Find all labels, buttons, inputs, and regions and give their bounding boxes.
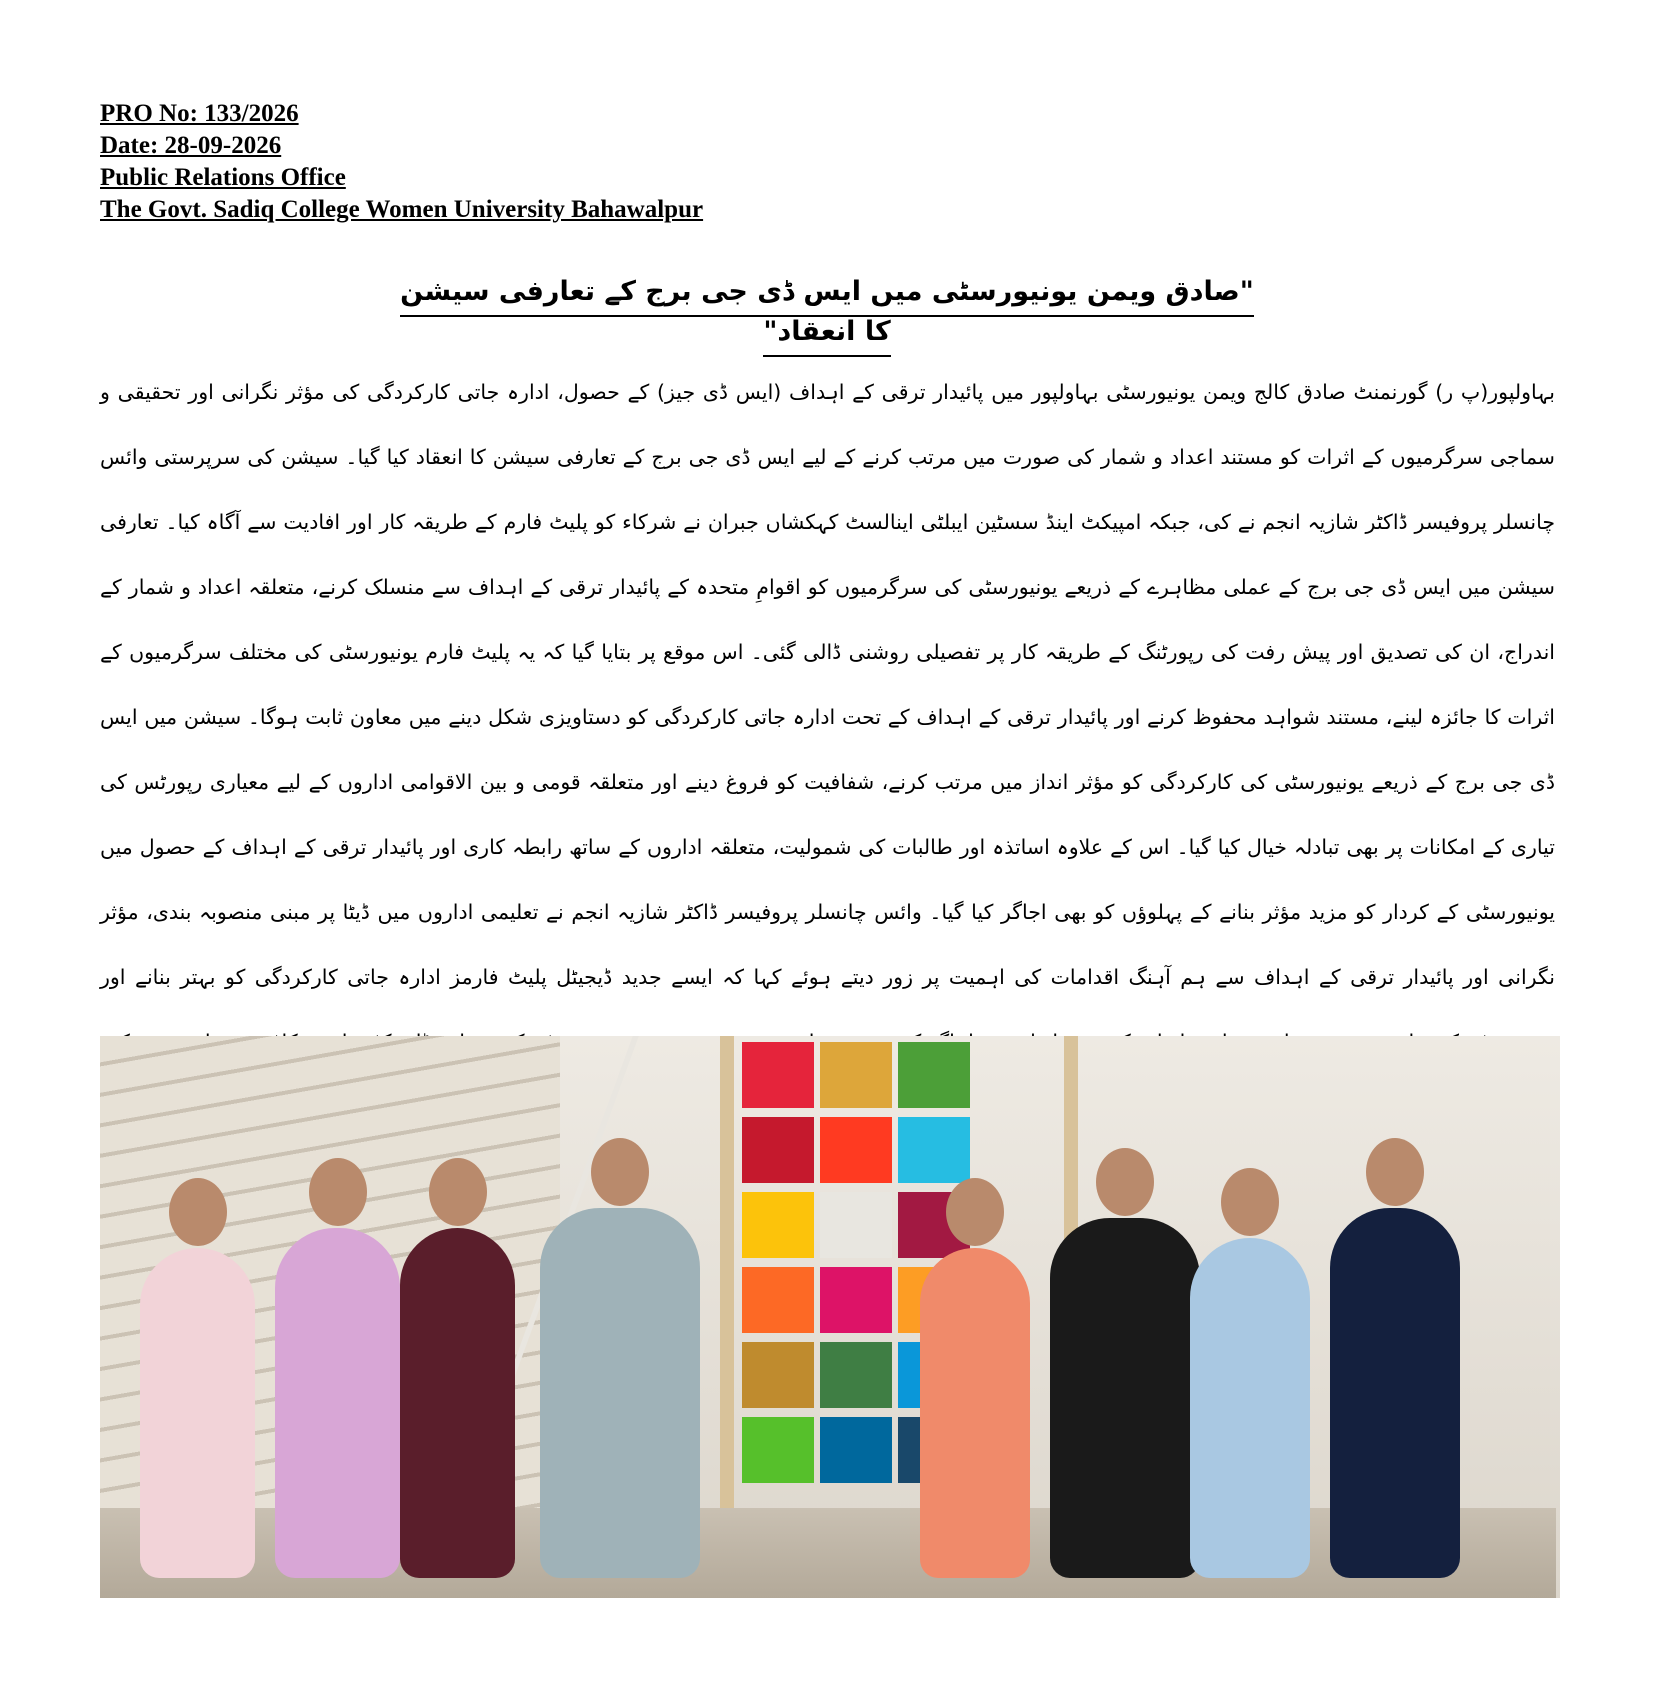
sdg-tile (820, 1117, 892, 1183)
person-silhouette (400, 1228, 515, 1578)
office-name: Public Relations Office (100, 164, 346, 191)
sdg-tile (898, 1117, 970, 1183)
headline-text: "صادق ویمن یونیورسٹی میں ایس ڈی جی برج کے تعارفی سیشن کا انعقاد" (400, 276, 1254, 357)
person-head (1221, 1168, 1279, 1236)
event-photo (100, 1036, 1556, 1598)
sdg-tile (898, 1042, 970, 1108)
sdg-tile (742, 1417, 814, 1483)
person-head (169, 1178, 227, 1246)
person-head (591, 1138, 649, 1206)
sdg-tile (820, 1192, 892, 1258)
sdg-tile (820, 1042, 892, 1108)
sdg-tile (742, 1117, 814, 1183)
person-head (429, 1158, 487, 1226)
pro-number: PRO No: 133/2026 (100, 100, 299, 127)
person-silhouette (540, 1208, 700, 1578)
person-silhouette (1330, 1208, 1460, 1578)
headline (400, 272, 1254, 352)
person-head (1096, 1148, 1154, 1216)
sdg-tile (742, 1192, 814, 1258)
sdg-tile (742, 1342, 814, 1408)
person-silhouette (1190, 1238, 1310, 1578)
person-head (1366, 1138, 1424, 1206)
person-silhouette (1050, 1218, 1200, 1578)
sdg-tile (820, 1267, 892, 1333)
release-date: Date: 28-09-2026 (100, 132, 282, 159)
person-head (309, 1158, 367, 1226)
university-name: The Govt. Sadiq College Women University Bahawalpur (100, 196, 704, 223)
person-silhouette (920, 1248, 1030, 1578)
person-silhouette (140, 1248, 255, 1578)
body-paragraph: بہاولپور(پ ر) گورنمنٹ صادق کالج ویمن یونیورسٹی بہاولپور میں پائیدار ترقی کے اہداف (ایس ڈی جیز) کے حصول، ادارہ جاتی کارکردگی کی مؤثر نگرانی اور تحقیقی و سماجی سرگرمیوں کے اثرات کو مستند اعداد و شمار کی صورت میں مرتب کرنے کے لیے ایس ڈی جی برج کے تعارفی سیشن کا انعقاد کیا گیا۔ سیشن کی سرپرستی وائس چانسلر پروفیسر ڈاکٹر شازیہ انجم نے کی، جبکہ امپیکٹ اینڈ سسٹین ایبلٹی اینالسٹ کہکشاں جبران نے شرکاء کو پلیٹ فارم کے طریقہ کار اور افادیت سے آگاہ کیا۔ تعارفی سیشن میں ایس ڈی جی برج کے عملی مظاہرے کے ذریعے یونیورسٹی کی سرگرمیوں کو اقوامِ متحدہ کے پائیدار ترقی کے اہداف سے منسلک کرنے، متعلقہ اعداد و شمار کے اندراج، ان کی تصدیق اور پیش رفت کی رپورٹنگ کے طریقہ کار پر تفصیلی روشنی ڈالی گئی۔ اس موقع پر بتایا گیا کہ یہ پلیٹ فارم یونیورسٹی کی مختلف سرگرمیوں کے اثرات کا جائزہ لینے، مستند شواہد محفوظ کرنے اور پائیدار ترقی کے اہداف کے تحت ادارہ جاتی کارکردگی کو دستاویزی شکل دینے میں معاون ثابت ہوگا۔ سیشن میں ایس ڈی جی برج کے ذریعے یونیورسٹی کی کارکردگی کو مؤثر انداز میں مرتب کرنے، شفافیت کو فروغ دینے اور متعلقہ قومی و بین الاقوامی اداروں کے لیے معیاری رپورٹس کی تیاری کے امکانات پر بھی تبادلہ خیال کیا گیا۔ اس کے علاوہ اساتذہ اور طالبات کی شمولیت، متعلقہ اداروں کے ساتھ رابطہ کاری اور پائیدار ترقی کے اہداف کے حصول میں یونیورسٹی کے کردار کو مزید مؤثر بنانے کے پہلوؤں کو بھی اجاگر کیا گیا۔ وائس چانسلر پروفیسر ڈاکٹر شازیہ انجم نے تعلیمی اداروں میں ڈیٹا پر مبنی منصوبہ بندی، مؤثر نگرانی اور پائیدار ترقی کے اہداف سے ہم آہنگ اقدامات کی اہمیت پر زور دیتے ہوئے کہا کہ ایسے جدید ڈیجیٹل پلیٹ فارمز ادارہ جاتی کارکردگی کو بہتر بنانے اور (100, 380, 1555, 989)
sdg-tile (820, 1417, 892, 1483)
press-release-header (100, 98, 820, 226)
sdg-tile (742, 1042, 814, 1108)
person-head (946, 1178, 1004, 1246)
sdg-tile (820, 1342, 892, 1408)
sdg-tile (742, 1267, 814, 1333)
person-silhouette (275, 1228, 400, 1578)
